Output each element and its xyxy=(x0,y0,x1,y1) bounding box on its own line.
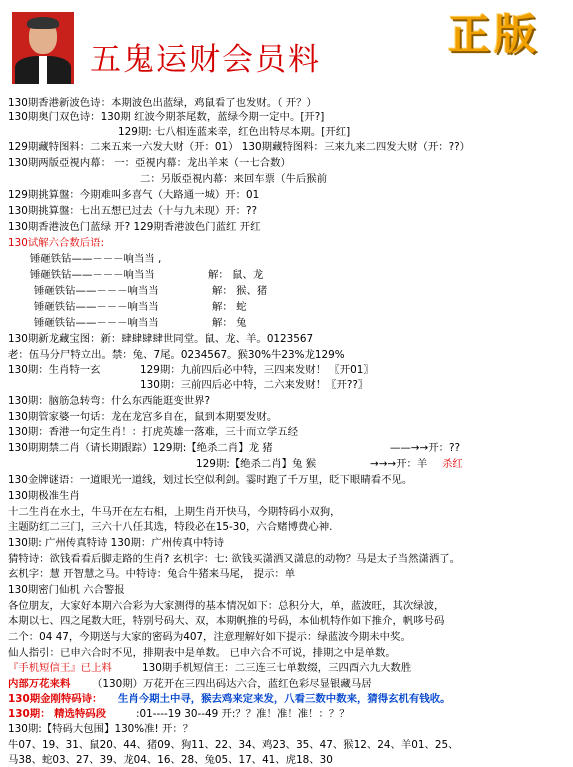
portrait-hair xyxy=(27,17,59,29)
text-line: 130期密门仙机 六合警报 xyxy=(8,584,125,596)
text-line: 130期： 精选特码段 xyxy=(8,708,107,720)
riddle-line: 锤砸铁钻——－－－响当当 xyxy=(30,269,155,281)
text-line: 『手机短信王』已上料 xyxy=(8,662,112,674)
text-line: 十二生肖在水土，牛马开在左右相，上期生肖开快马，今期特码小双狗， xyxy=(8,506,341,518)
text-line: :01----19 30--49 开:？？准！准！准！：？？ xyxy=(136,708,350,720)
portrait-photo xyxy=(12,12,74,84)
text-line: 130期管家婆一句话：龙在龙宫多自在，鼠到本期要发财。 xyxy=(8,411,278,423)
authentic-badge: 正版 xyxy=(448,10,541,59)
text-line: 129期挑算盤：今期难叫多喜气（大路通一城）开：01 xyxy=(8,189,260,201)
text-line: 130期手机短信王：二三连三七单数缀，三四酉六九大数胜 xyxy=(142,662,412,674)
text-line: 130期两版亞視内幕： 一：亞視内幕：龙出羊来（一七合数） xyxy=(8,157,291,169)
riddle-line: 锤砸铁钻——－－－响当当 , xyxy=(30,253,162,265)
text-line: 130期极准生肖 xyxy=(8,490,80,502)
riddle-line: 锤砸铁钻——－－－响当当 xyxy=(34,301,159,313)
text-line: 130期：脑筋急转弯：什么东西能逛变世界? xyxy=(8,395,210,407)
text-line: 生肖今期土中寻，猴去鸡来定来发，八看三数中数来，猜得玄机有钱收。 xyxy=(118,693,451,705)
text-line: 130期: 广州传真特诗 130期：广州传真中特诗 xyxy=(8,537,225,549)
text-line: 二个：04 47，今期送与大家的密码为407，注意理解好如下提示：绿蓝波今期未中奖。 xyxy=(8,631,411,643)
text-line: 主题防红二三门，三六十八任其选，特段必在15-30，六合赌博费心神. xyxy=(8,521,333,533)
text-line: 129期：九前四后必中特，三四来发财！ 〖开01〗 xyxy=(140,364,374,376)
text-line: 130期期禁二肖（请长期跟踪）129期:【绝杀二肖】龙 猪 xyxy=(8,442,273,454)
text-line: 130期新龙藏宝图：新：肆肆肆肆世同堂。鼠、龙、羊。0123567 xyxy=(8,333,314,345)
text-line: ——→→开：?? xyxy=(390,442,461,454)
text-line: 130期：生肖特一玄 xyxy=(8,364,101,376)
riddle-answer: 解： 蛇 xyxy=(212,301,247,313)
riddle-answer: 解： 猴、猪 xyxy=(212,285,268,297)
text-line: 129期藏特图料：二来五来一六发大财（开：01） 130期藏特图料：三来九来二四发大财（开：??） xyxy=(8,141,471,153)
text-line: 130金牌谜语：一道眼光一道线，划过长空似利剑。霎时跑了千万里，眨下眼睛看不见。 xyxy=(8,474,413,486)
riddle-line: 锤砸铁钻——－－－响当当 xyxy=(34,317,159,329)
text-line: 牛07、19、31、鼠20、44、猪09、狗11、22、34、鸡23、35、47、猴12、24、羊01、25、 xyxy=(8,739,459,751)
text-line: 二：另版亞視内幕：来回车票（牛后猴前 xyxy=(140,173,328,185)
text-line: 马38、蛇03、27、39、龙04、16、28、兔05、17、41、虎18、30 xyxy=(8,754,333,766)
text-line: （130期）万花开在三四出码达六合，蓝红色彩尽显银藏马居 xyxy=(92,678,372,690)
text-line: 内部万花来料 xyxy=(8,678,71,690)
text-line: 130期：香港一句定生肖！：打虎英雄一落难，三十而立学五经 xyxy=(8,426,298,438)
text-line: 130期奥门双色诗：130期 红波今期茶尾数，蓝绿今期一定中。[开?] xyxy=(8,111,325,123)
text-line: 老：伍马分尸特立出。禁：兔、7尾。0234567。猴30%牛23%龙129% xyxy=(8,349,345,361)
text-line: →→→开：羊 xyxy=(370,458,428,470)
portrait-shirt xyxy=(39,56,47,84)
text-line: 130期挑算盤：七出五想已过去（十与九未现）开：?? xyxy=(8,205,258,217)
text-line: 130期香港波色门蓝绿 开? 129期香港波色门蓝红 开红 xyxy=(8,221,261,233)
riddle-answer: 解： 兔 xyxy=(212,317,247,329)
text-line: 玄机字：慧 开智慧之马。中特诗：兔合牛猪来马尾， 提示：单 xyxy=(8,568,296,580)
riddle-line: 锤砸铁钻——－－－响当当 xyxy=(34,285,159,297)
text-line: 130期金刚特码诗： xyxy=(8,693,103,705)
text-line: 130期：三前四后必中特，二六来发财！〖开??〗 xyxy=(140,379,369,391)
text-line: 各位朋友，大家好本期六合彩为大家测得的基本情况如下：总积分大，单，蓝波旺，其次绿波， xyxy=(8,600,445,612)
riddle-answer: 解： 鼠、龙 xyxy=(208,269,264,281)
text-line: 130期:【特码大包围】130%准! 开：？ xyxy=(8,723,194,735)
text-line: 129期: 七八相连蓝来幸，红色出特尽本期。[开红] xyxy=(118,126,351,138)
text-line: 猜特诗：欲钱看看后脚走路的生肖? 玄机字：七: 欲钱买潇洒又潇息的动物？马是太子当然潇洒了。 xyxy=(8,553,461,565)
text-line: 仙人指引：已申六合时不见，排期表中是单数。 已申六合不可说，排期之中是单数。 xyxy=(8,647,396,659)
text-line: 129期:【绝杀二肖】兔 猴 xyxy=(196,458,317,470)
text-line: 130期香港新波色诗：本期波色出蓝绿，鸡鼠看了也发财。（ 开？） xyxy=(8,97,317,109)
text-line: 本期以七、四之尾数大旺，特别号码大、双，本期帆推的号码，本仙机特作如下推介，帆哆号码 xyxy=(8,615,445,627)
header xyxy=(0,0,573,96)
text-line: 杀红 xyxy=(442,458,463,470)
text-line: 130试解六合数后语: xyxy=(8,237,105,249)
page-title: 五鬼运财会员料 xyxy=(90,42,321,78)
